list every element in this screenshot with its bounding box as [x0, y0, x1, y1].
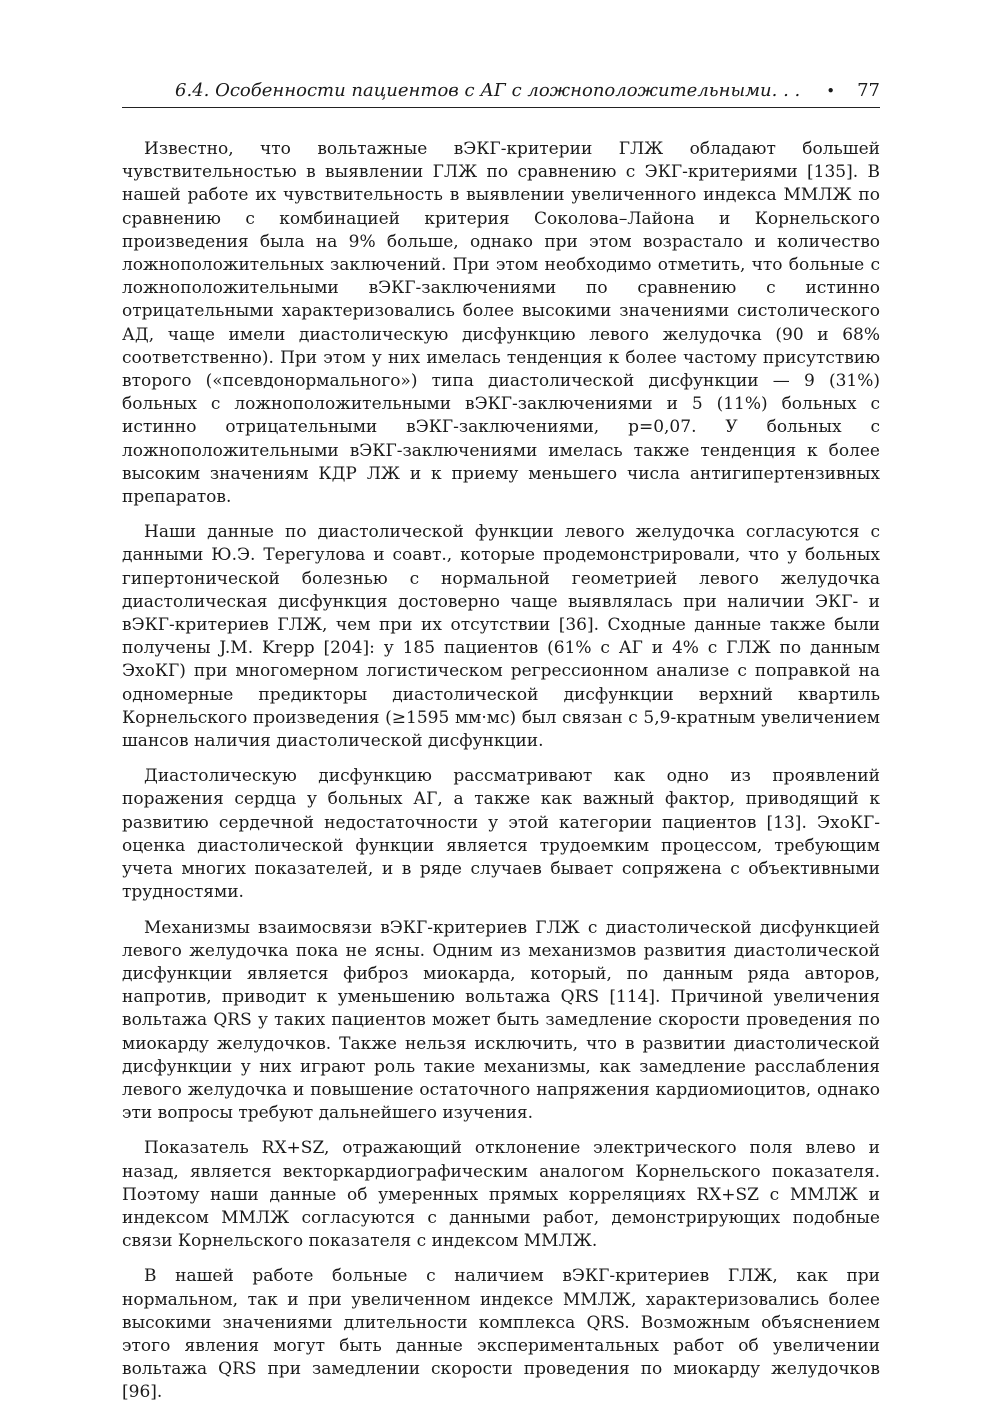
paragraph-qrs-duration: В нашей работе больные с наличием вЭКГ-критериев ГЛЖ, как при нормальном, так и при увеличенном индексе ММЛЖ, характеризовались более высокими значениями длительности комплекса QRS. Возможным объяснением этого явления могут быть данные экспериментальных работ об увеличении вольтажа QRS при замедлении скорости проведения по миокарду желудочков [96]. [122, 1266, 880, 1403]
body-text [122, 138, 880, 1405]
running-header-title: 6.4. Особенности пациентов с АГ с ложноположительными. . . [175, 80, 801, 101]
book-page [122, 78, 880, 1417]
page-number: 77 [857, 80, 880, 101]
paragraph-diastolic-dysfunction: Диастолическую дисфункцию рассматривают как одно из проявлений поражения сердца у больных АГ, а также как важный фактор, приводящий к развитию сердечной недостаточности у этой категории пациентов [13]. ЭхоКГ-оценка диастолической функции является трудоемким процессом, требующим учета многих показателей, и в ряде случаев бывает сопряжена с объективными трудностями. [122, 766, 880, 903]
paragraph-rx-sz-indicator: Показатель RX+SZ, отражающий отклонение электрического поля влево и назад, является векторкардиографическим аналогом Корнельского показателя. Поэтому наши данные об умеренных прямых корреляциях RX+SZ с ММЛЖ и индексом ММЛЖ согласуются с данными работ, демонстрирующих подобные связи Корнельского показателя с индексом ММЛЖ. [122, 1138, 880, 1252]
paragraph-diastolic-function: Наши данные по диастолической функции левого желудочка согласуются с данными Ю.Э. Терегулова и соавт., которые продемонстрировали, что у больных гипертонической болезнью с нормальной геометрией левого желудочка диастолическая дисфункция достоверно чаще выявлялась при наличии ЭКГ- и вЭКГ-критериев ГЛЖ, чем при их отсутствии [36]. Сходные данные также были получены J.M. Krepp [204]: у 185 пациентов (61% с АГ и 4% с ГЛЖ по данным ЭхоКГ) при многомерном логистическом регрессионном анализе с поправкой на одномерные предикторы диастолической дисфункции верхний квартиль Корнельского произведения (≥1595 мм·мс) был связан с 5,9-кратным увеличением шансов наличия диастолической дисфункции. [122, 522, 880, 752]
running-header [122, 78, 880, 108]
paragraph-mechanisms: Механизмы взаимосвязи вЭКГ-критериев ГЛЖ с диастолической дисфункцией левого желудочка пока не ясны. Одним из механизмов развития диастолической дисфункции является фиброз миокарда, который, по данным ряда авторов, напротив, приводит к уменьшению вольтажа QRS [114]. Причиной увеличения вольтажа QRS у таких пациентов может быть замедление скорости проведения по миокарду желудочков. Также нельзя исключить, что в развитии диастолической дисфункции у них играют роль такие механизмы, как замедление расслабления левого желудочка и повышение остаточного напряжения кардиомиоцитов, однако эти вопросы требуют дальнейшего изучения. [122, 917, 880, 1124]
paragraph-sensitivity: Известно, что вольтажные вЭКГ-критерии ГЛЖ обладают большей чувствительностью в выявлении ГЛЖ по сравнению с ЭКГ-критериями [135]. В нашей работе их чувствительность в выявлении увеличенного индекса ММЛЖ по сравнению с комбинацией критерия Соколова–Лайона и Корнельского произведения была на 9% больше, однако при этом возрастало и количество ложноположительных заключений. При этом необходимо отметить, что больные с ложноположительными вЭКГ-заключениями по сравнению с истинно отрицательными характеризовались более высокими значениями систолического АД, чаще имели диастолическую дисфункцию левого желудочка (90 и 68% соответственно). При этом у них имелась тенденция к более частому присутствию второго («псевдонормального») типа диастолической дисфункции — 9 (31%) больных с ложноположительными вЭКГ-заключениями и 5 (11%) больных с истинно отрицательными вЭКГ-заключениями, p=0,07. У больных с ложноположительными вЭКГ-заключениями имелась также тенденция к более высоким значениям КДР ЛЖ и к приему меньшего числа антигипертензивных препаратов. [122, 139, 880, 508]
header-bullet: • [826, 82, 836, 100]
